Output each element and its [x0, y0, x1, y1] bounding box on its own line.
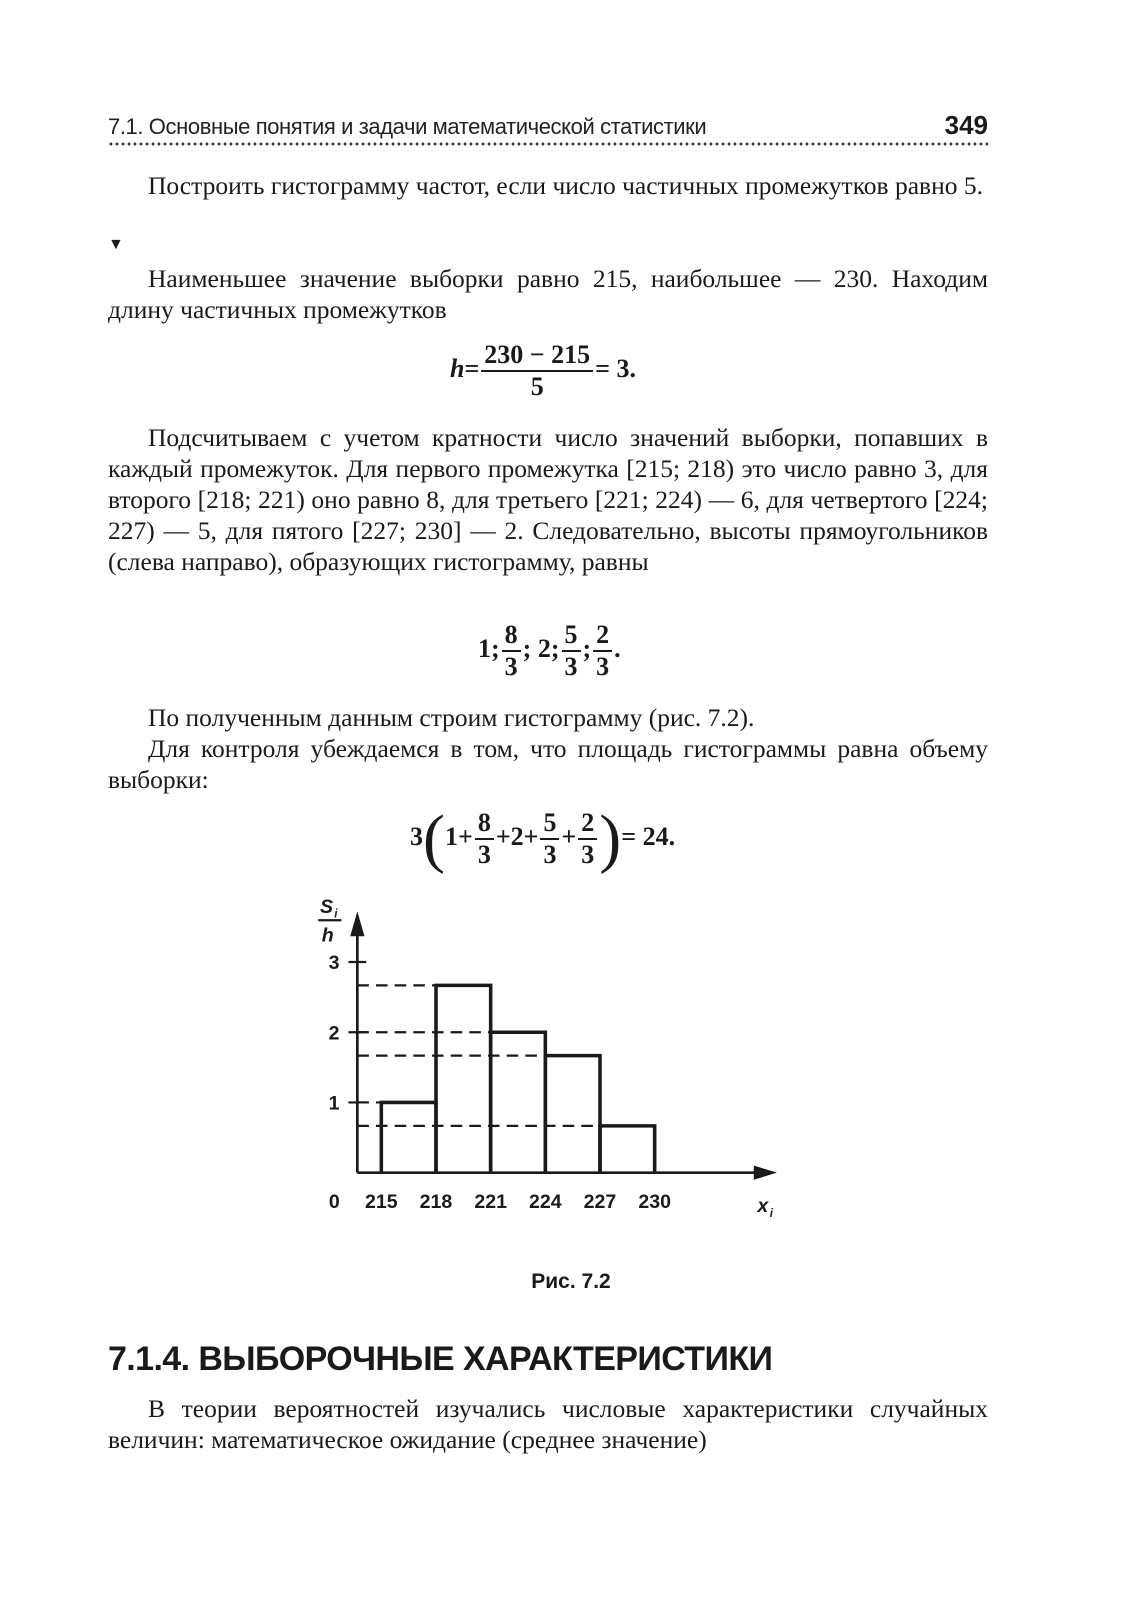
x-axis-arrow — [754, 1166, 777, 1180]
area-term-1: 1+ — [444, 821, 473, 851]
formula-interval-length — [450, 340, 636, 402]
y-tick-label-2: 2 — [328, 1022, 340, 1045]
paragraph-characteristics-text: В теории вероятностей изучались числовые характеристики случайных величин: математическое ожидание (среднее значение) — [108, 1394, 988, 1454]
formula-area-check — [410, 802, 676, 875]
x-tick-label-218: 218 — [419, 1191, 453, 1214]
left-paren: ( — [423, 802, 445, 875]
fraction-numerator: 8 — [475, 808, 494, 840]
area-result: = 24. — [621, 821, 676, 851]
area-lead-factor: 3 — [410, 821, 423, 851]
y-axis-label-denominator: h — [321, 924, 334, 947]
origin-label: 0 — [328, 1191, 340, 1214]
fraction-denominator: 3 — [596, 652, 610, 681]
area-fraction-3 — [578, 808, 597, 870]
y-axis-arrow — [350, 911, 364, 936]
section-heading: 7.1.4. ВЫБОРОЧНЫЕ ХАРАКТЕРИСТИКИ — [108, 1340, 773, 1378]
paragraph-build — [108, 702, 988, 733]
heights-term-2: ; 2; — [522, 633, 560, 663]
heights-term-1: 1; — [478, 633, 500, 663]
paragraph-task — [108, 170, 988, 201]
histogram-bar-1 — [381, 1102, 436, 1172]
area-fraction-1 — [475, 808, 494, 870]
running-title: 7.1. Основные понятия и задачи математической статистики — [108, 114, 707, 139]
x-axis-label: x — [757, 1194, 769, 1217]
histogram-bar-2 — [436, 985, 491, 1172]
x-axis-label-subscript: i — [769, 1208, 773, 1221]
formula-fraction — [481, 340, 593, 402]
y-axis-label-numerator: S — [320, 896, 334, 919]
solution-start-marker: ▼ — [108, 236, 124, 253]
fraction-denominator: 3 — [543, 840, 557, 869]
fraction-denominator: 3 — [564, 652, 578, 681]
paragraph-build-text: По полученным данным строим гистограмму (рис. 7.2). — [148, 703, 755, 732]
fraction-numerator: 8 — [502, 620, 521, 652]
fraction-numerator: 230 − 215 — [481, 340, 593, 372]
histogram-figure — [280, 890, 840, 1221]
heights-term-3: ; — [582, 633, 592, 663]
y-axis-label-subscript: i — [334, 908, 338, 921]
x-tick-label-224: 224 — [529, 1191, 562, 1214]
area-term-2: +2+ — [495, 821, 539, 851]
fraction-numerator: 5 — [562, 620, 581, 652]
histogram-bar-4 — [545, 1056, 600, 1173]
heights-fraction-1 — [502, 620, 521, 682]
page-number: 349 — [944, 110, 988, 140]
header-dotted-rule — [108, 142, 988, 146]
y-tick-label-1: 1 — [328, 1092, 340, 1115]
y-tick-label-3: 3 — [328, 952, 340, 975]
fraction-denominator: 3 — [581, 840, 595, 869]
paragraph-range — [108, 263, 988, 325]
running-head — [108, 110, 988, 144]
formula-heights — [478, 620, 621, 682]
formula-result: = 3. — [595, 353, 636, 383]
heights-fraction-3 — [593, 620, 612, 682]
paragraph-task-text: Построить гистограмму частот, если число частичных промежутков равно 5. — [148, 171, 983, 200]
right-paren: ) — [599, 802, 622, 875]
paragraph-characteristics — [108, 1393, 988, 1455]
heights-term-4: . — [614, 633, 621, 663]
paragraph-counts — [108, 422, 988, 577]
fraction-numerator: 5 — [540, 808, 559, 840]
paragraph-counts-text: Подсчитываем с учетом кратности число значений выборки, попавших в каждый промежуток. Для первого промежутка [215; 218) это число равно 3, для второго [218; 221) оно равно 8, для третьего [221; 224) — 6, для четвертого [224; 227) — 5, для пятого [227; 230] — 2. Следовательно, высоты прямоугольников (слева направо), образующих гистограмму, равны — [108, 423, 988, 576]
fraction-numerator: 2 — [578, 808, 597, 840]
formula-h-symbol: h — [450, 353, 465, 383]
area-fraction-2 — [540, 808, 559, 870]
fraction-denominator: 3 — [504, 652, 518, 681]
figure-caption: Рис. 7.2 — [531, 1270, 611, 1293]
paragraph-check-text: Для контроля убеждаемся в том, что площадь гистограммы равна объему выборки: — [108, 734, 988, 794]
x-tick-label-230: 230 — [638, 1191, 671, 1214]
fraction-denominator: 3 — [477, 840, 491, 869]
area-term-3: + — [561, 821, 577, 851]
paragraph-check — [108, 733, 988, 795]
formula-equals: = — [464, 353, 480, 383]
x-tick-label-227: 227 — [583, 1191, 617, 1214]
fraction-denominator: 5 — [530, 372, 544, 401]
histogram-bar-5 — [600, 1126, 655, 1173]
x-tick-label-215: 215 — [365, 1191, 398, 1214]
paragraph-range-text: Наименьшее значение выборки равно 215, наибольшее — 230. Находим длину частичных промежутков — [108, 264, 988, 324]
x-tick-label-221: 221 — [474, 1191, 507, 1214]
heights-fraction-2 — [562, 620, 581, 682]
histogram-bar-3 — [491, 1032, 546, 1172]
fraction-numerator: 2 — [593, 620, 612, 652]
